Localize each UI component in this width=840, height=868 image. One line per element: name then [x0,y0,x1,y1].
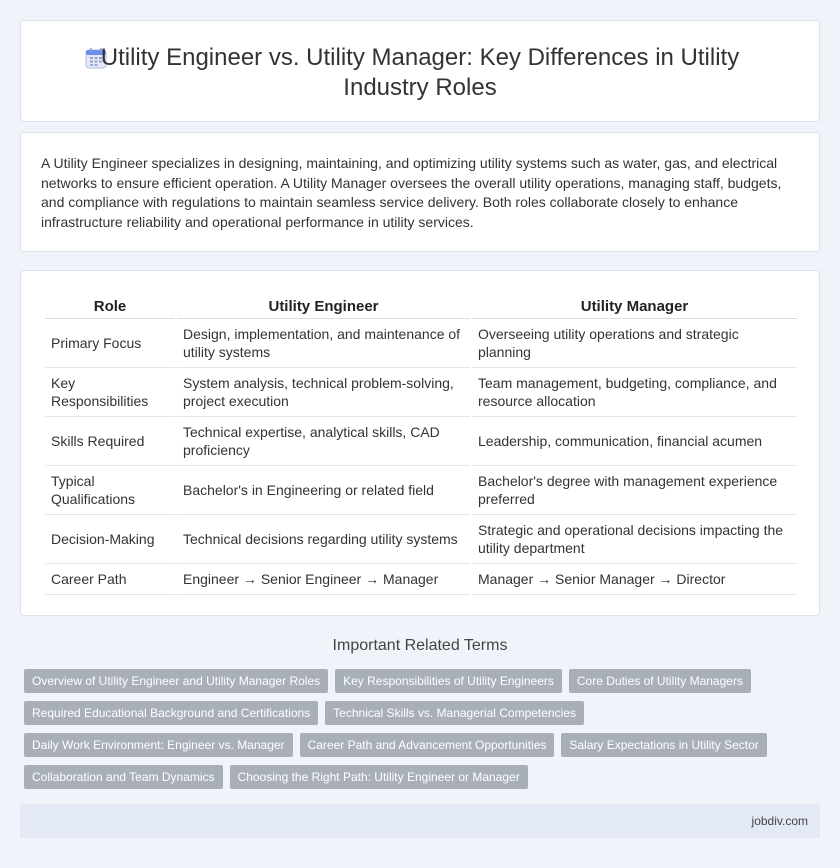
table-row [45,417,797,466]
table-row [45,515,797,564]
header-utility-engineer: Utility Engineer [177,291,470,319]
row-engineer: Bachelor's in Engineering or related field [177,466,470,515]
row-manager: Manager → Senior Manager → Director [472,564,797,595]
header-role: Role [45,291,175,319]
table-row [45,368,797,417]
related-tag[interactable]: Collaboration and Team Dynamics [24,765,223,789]
row-role: Primary Focus [45,319,175,368]
row-manager: Team management, budgeting, compliance, and resource allocation [472,368,797,417]
header-utility-manager: Utility Manager [472,291,797,319]
table-header-row [45,291,797,319]
row-manager: Bachelor's degree with management experience preferred [472,466,797,515]
row-engineer: Engineer → Senior Engineer → Manager [177,564,470,595]
row-engineer: Design, implementation, and maintenance of utility systems [177,319,470,368]
row-role: Typical Qualifications [45,466,175,515]
row-engineer: Technical decisions regarding utility systems [177,515,470,564]
comparison-table [43,291,799,595]
table-row [45,319,797,368]
row-manager: Overseeing utility operations and strategic planning [472,319,797,368]
table-row [45,564,797,595]
related-tag[interactable]: Daily Work Environment: Engineer vs. Manager [24,733,293,757]
row-manager: Strategic and operational decisions impacting the utility department [472,515,797,564]
header-card [20,20,820,122]
intro-text: A Utility Engineer specializes in designing, maintaining, and optimizing utility systems such as water, gas, and electrical networks to ensure efficient operation. A Utility Manager oversees the overall utility operations, managing staff, budgets, and compliance with regulations to maintain seamless service delivery. Both roles collaborate closely to enhance infrastructure reliability and operational performance in utility services. [41,155,782,230]
row-role: Decision-Making [45,515,175,564]
related-tag[interactable]: Choosing the Right Path: Utility Engineer or Manager [230,765,528,789]
table-row [45,466,797,515]
related-tag[interactable]: Key Responsibilities of Utility Engineers [335,669,562,693]
footer-site-link[interactable]: jobdiv.com [751,814,808,828]
row-manager: Leadership, communication, financial acumen [472,417,797,466]
related-tag[interactable]: Career Path and Advancement Opportunities [300,733,555,757]
related-terms-tags [20,669,820,797]
intro-card [20,132,820,252]
footer [20,804,820,838]
comparison-table-card [20,270,820,616]
related-tag[interactable]: Technical Skills vs. Managerial Competencies [325,701,584,725]
related-tag[interactable]: Overview of Utility Engineer and Utility Manager Roles [24,669,328,693]
page-title: Utility Engineer vs. Utility Manager: Key Differences in Utility Industry Roles [100,44,740,101]
row-role: Skills Required [45,417,175,466]
related-tag[interactable]: Salary Expectations in Utility Sector [561,733,766,757]
related-tag[interactable]: Core Duties of Utility Managers [569,669,751,693]
row-engineer: System analysis, technical problem-solving, project execution [177,368,470,417]
row-role: Career Path [45,564,175,595]
row-engineer: Technical expertise, analytical skills, CAD proficiency [177,417,470,466]
related-tag[interactable]: Required Educational Background and Certifications [24,701,318,725]
related-terms-heading: Important Related Terms [332,637,508,654]
row-role: Key Responsibilities [45,368,175,417]
